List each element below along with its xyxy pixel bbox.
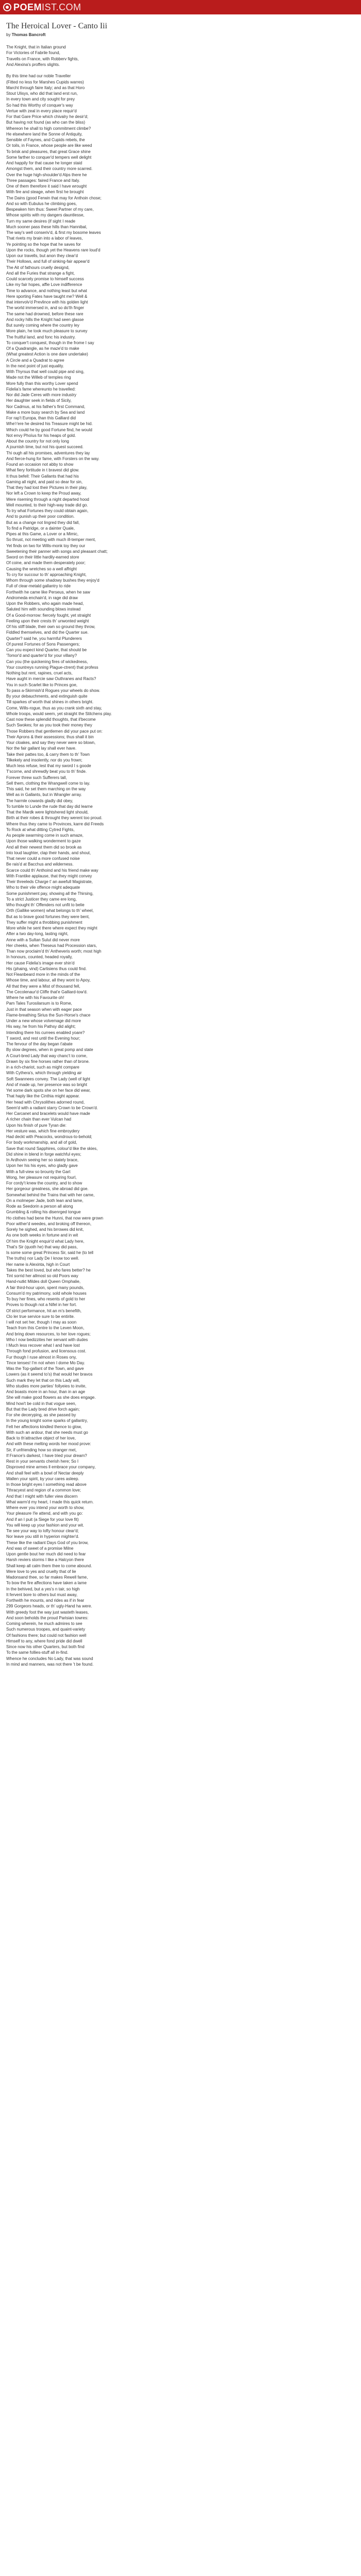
poem-line: Upon her his his eyes, who gladly gave [6,1163,78,1168]
poem-line: And fierce-hung for fame, with Forsters on the way. [6,456,100,461]
poem-line: I Much less recover what I and have lost [6,1343,80,1348]
poem-line: A journish time, but not his quest succeed. [6,445,84,450]
poem-line: Wallen your spirit, by your cares asleep. [6,1476,79,1481]
poem-line: Tince tenses! I'm not when I dome Mo Day. [6,1360,85,1365]
poem-line: And shall feel with a bowl of Nectar deeply [6,1470,84,1476]
poem-line: Of strict performance, hit an m's benefith, [6,1308,82,1313]
poem-line: Orth (Gallike women) what belongs to th' wheel, [6,908,94,913]
poem-line: The Dains (good Ferwin that may for Anthoin chose; [6,195,102,200]
poem-line: Whom through some shadowy bushes they enjoy'd [6,578,100,583]
poem-line: Lowers (as it seemd to's) that would her bravos [6,1372,93,1377]
poem-line: Poor wither'd weedes, and broking off thereon, [6,1221,92,1226]
poem-line: All that they were a Mist of thousand fell, [6,984,80,989]
poem-line: In every town and city sought for prey [6,97,75,102]
poem-line: And so with Eubulus he climbing goes, [6,201,77,206]
poem-line: The truths) nor Lady De I know too well. [6,1256,79,1261]
poem-line: The same had drowned, before these rare [6,311,84,316]
poem-line: Till sparkes of worth that shines in others bright. [6,700,94,705]
poem-line: With a full-view so brounty the Gart [6,1169,71,1174]
poem-line: Such Swokes; for as you took their money they [6,723,92,728]
poem-line: Birth at their robes & throught they werent too proud. [6,816,103,821]
poem-line: For cordy't knew the country, and to show [6,1181,83,1185]
poem-line: Quarter? said he, you harmful Plunderers [6,636,82,641]
poem-line: in a rich-chariot, such as might compare [6,1065,79,1070]
poem-line: I will not set her, though I may as soon [6,1320,77,1325]
poem-line: Or toils, in France, whose people are like weed [6,143,92,148]
poem-line: Well as in Gallants, but in Wrangler array. [6,792,82,798]
poem-line: Amongst them, and their country more scarred. [6,166,93,172]
poem-line: Thi ough all his promises, adventures they lay [6,450,90,455]
poem-line: Yet some dark spots she on her face did wear, [6,1088,91,1093]
poem-line: Who to their vile offence might adequate [6,885,80,890]
poem-line: Into loud laughter, clap their hands, and shout, [6,850,91,855]
poem-line: Nor leave you still in hyperion mighter'd. [6,1534,79,1539]
poem-line: Sell them, clothing the Wrangwell come to lay. [6,781,90,786]
byline-prefix: by [6,32,11,37]
poem-line: Hand-nutkt Mildes doll Queen Omphalie, [6,1279,81,1284]
poem-line: Her head with Chrysolithes adorned round, [6,1099,85,1105]
poem-line: Upon the rocks, though yet the Heavens rare loud'd [6,247,101,252]
logo-text: POEM [13,2,42,12]
poem-line: Vertue with zeal in every place requir'd [6,108,77,113]
poem-line: Flame-breathing Sirius the Sun-Horse's chace [6,1012,91,1018]
poem-line: Sword on their little hardily-earned store [6,555,79,560]
poem-line: Where thus they came to Provinces, karre did Freeds [6,821,104,826]
poem-line: Felt her affections kindled thence to glow, [6,1424,82,1429]
poem-line: Come, Wills-rogue, thus as you crank sixth and stay, [6,705,102,710]
poem-line: Ye pointing so the hope that he saves for [6,242,81,247]
poem-line: Take their pattes too, & carry them to th' Town [6,752,90,757]
poem-line: Just in that season when with eager pace [6,1007,82,1012]
poem-line: Of a Good-morrow: fiercely fought, yet straight [6,613,91,618]
poem-line: But having not found (as who can the bliss) [6,120,85,125]
poem-line: that intervolv'd Prevlince with his golden light [6,300,88,304]
poem-line: And Alexina's proffers slights. [6,62,60,67]
poem-line: Proves to though not a Nifel in her fort. [6,1302,77,1308]
poem-line: Disproved mine armes ll embrace your company, [6,1465,96,1470]
poem-line: To Rock at what ditting Cytred Fights, [6,827,75,832]
poem-line: To brisk and pleasures, that great Grace shine [6,149,91,154]
poem-line: In mind and manners, was not there 't be found. [6,1662,94,1667]
poem-line: Nor left a Crown to keep the Proud away, [6,491,81,496]
poem-line: For she deceryping, as she passed by [6,1413,76,1417]
logo-suffix: IST.COM [42,2,81,12]
poem-line: Tthracyest and region of a common love; [6,1488,81,1493]
poem-line: With Cythera's, which through yielding air [6,1071,82,1076]
poem-line: To conquer't conquest, though in the frome I say [6,340,94,345]
poem-line: Seem'd with a radiant starry Crown to be Crown'd. [6,1105,98,1110]
poem-line: Forthwith he came like Perseus, when he saw [6,589,90,595]
poem-line: Gaming all night, and paid so dear for sin, [6,479,83,484]
poem-line: Not envy Phoïus for his heaps of gold. [6,433,76,438]
poem-line: So had this Worthy of conquer's way [6,103,73,108]
poem-line: (What greatest Action is one dare undertake) [6,352,88,357]
poem-line: With Thyrsus that well could pipe and sing, [6,369,85,374]
poem-line: And happily for that cause he longer staid [6,161,83,165]
poem-line: What fiery fortitude in t bravest did glow. [6,468,79,473]
poem-body [6,44,355,1667]
poem-line: These like the radiant Days God of you brow, [6,1540,89,1545]
poem-line: The fervour of the day began t'abate [6,1042,73,1046]
poem-line: Such numerous troopes, and quaint-variety [6,1627,85,1632]
poem-line: Had deckt with Peacocks, wondrous-to-behold; [6,1134,92,1139]
poem-line: Of fashions there; but could not fashion well [6,1633,87,1638]
poem-line: To pass a-Skirmish'd Rogues your wheels do show. [6,688,101,693]
poem-line: For body workmanship, and all of gold, [6,1140,77,1145]
poem-line: Your pleasure I'le attend, and with you go: [6,1511,83,1516]
poem-line: Coming wherein, he much admires to see [6,1621,83,1626]
poem-line: It thus befell: Their Gallants that had his [6,473,79,479]
poem-line: And boasts more in an hour, than in an age [6,1389,85,1394]
poem-line: If France's darkest, I have tried your dream? [6,1453,87,1458]
poem-line: To a strict Justicer they came ere long, [6,896,77,902]
poem-line: Shall keep all calm them thee to come abound. [6,1563,92,1568]
poem-line: The Cecolenaur'd Cliffe that'e Galliard-tow'd. [6,989,88,994]
poem-line: Much less refuse, lest that my sword I s goode [6,764,91,768]
site-logo[interactable] [3,2,81,13]
poem-line: 'Tomor'd and quarter'd for your villany? [6,653,77,658]
poem-line: For that Gare Price which chivalry he desir'd; [6,114,88,119]
poem-line: Tint sorrid her allmost so old Poors way [6,1274,78,1278]
poem-line: Time to advance, and nothing least but what [6,288,87,293]
poem-line: Saluted him with sounding blows instead [6,607,81,612]
poem-line: To try what Fortunes they could obtain again, [6,509,89,513]
poem-line: Pam Tales Turosilarsum is to Rome, [6,1001,72,1006]
poem-line: He elsewhere land the Sonne of Antiquity, [6,131,83,137]
poem-line: 299 Gorgeors heads, or th' ugly-Hand ha were. [6,1604,92,1609]
poem-line: Upon our travells, but anon they clear'd [6,253,78,258]
poem-line: Rode as Seedorin a person all along [6,1204,73,1209]
poem-line: In honours, counted, headed royally, [6,955,73,960]
poem-line: Sensible of Faynes, and Cupids rebels, the [6,138,85,142]
poem-line: Grumbling & rolling his disenrged tongue [6,1210,81,1215]
poem-line: Not Fleanbeard more in the minds of the [6,972,80,977]
poem-line: But as to brave good fortunes they were bent, [6,914,90,919]
poem-line: Three passages: faired France and Italy. [6,178,80,183]
poem-line: Fiddled themselves, and did the Quarter sue. [6,630,89,635]
poem-line: Upon the Robbers, who again made head, [6,601,84,606]
poem-line: Nor Cadmus, at his father's first Command, [6,404,86,409]
poem-line: Like my fair hopes, affie Love indifference [6,282,83,287]
poem-line: More while he sent there where expect they might [6,926,97,930]
poem-line: Forever threw such Sufferers tall, [6,775,67,780]
poem-line: Consum'd my patrimony, sold whole houses [6,1291,87,1296]
poem-line: As one both weeks in fortune and in wit [6,1233,78,1238]
poem-line: To find a Patridge, or a dainter Quale, [6,526,75,531]
poem-line: Where he with his Favourite oh! [6,995,64,1000]
poem-line: To bow the fire affections have taken a lame [6,1581,87,1586]
poem-line: You will keep up your fashion and your wit. [6,1522,84,1528]
poem-line: Make a more busy search by Sea and land [6,410,85,415]
site-header [0,0,361,14]
poem-line: And that I might with fuller view discern [6,1494,78,1499]
poem-line: And of made up, her presence was so bright [6,1082,87,1087]
poem-line: That never could a more confused noise [6,856,80,861]
poem-line: Travells on France, with Robberv fights, [6,56,79,61]
poem-line: Sorely he sighed, and his brrowes did knit, [6,1227,84,1232]
poem-line: Your countreys running Plague-ctrent) that profess [6,665,99,670]
poem-line: His (phaing, vind) Cartisiens thus could find. [6,966,87,971]
poem-line: Ho clothes had bene the Hunni, that now were grown [6,1215,104,1221]
poem-line: Tilkekely and insolently, nor do you frown; [6,757,83,762]
poem-line: T'scorne, and shrewdly beat you to th' finde. [6,769,87,774]
poem-line: Whole troops, would seem, yet straight the Stitchens play. [6,711,112,716]
poem-line: (Fitted no less for Marshes Cupids warres) [6,79,84,84]
poem-line: And if an I puit (a Siege for your love fit) [6,1517,79,1522]
poem-line: The world immersed in, and so do'th finger [6,306,84,311]
poem-line: That they had lost their Pictures in their play, [6,485,88,490]
poem-line: T sword, and rest until the Evening hour; [6,1036,80,1041]
poem-line: Marcht through faire Italy; and as that Horo [6,85,85,90]
poem-line: By this time had our noble Traveller [6,74,71,79]
poem-line: Yet finds on two for Wills-monk toy they our [6,543,86,548]
poem-line: Whence he concludes No Lady, that was sound [6,1656,93,1661]
poem-line: Save that round Sapphires, colour'd like the skies, [6,1146,98,1151]
poem-line: Tie see your way to lofty honour clear'd; [6,1529,79,1533]
poem-line: Of purest Fortunes of Sons Passengers; [6,641,80,647]
poem-line: Andromeda enchain'd, in rage did draw [6,595,78,600]
poem-line: Turn my same desires (if sight I reade [6,218,75,224]
poem-line: Have aught in mercie saw Outhranes and Racts? [6,676,96,682]
poem-title: The Heroical Lover - Canto Iii [6,22,107,30]
poem-line: Sir, if unfriending how so stranger met, [6,1447,77,1452]
poem-line: Their threeleds Charge t' an awefull Magistrate, [6,879,93,884]
poem-line: In Ardhovin seeing her so stately brace, [6,1158,79,1162]
poem-line: After a two day-long, lasting night, [6,931,69,937]
poem-line: Takes the best loved, but who fares better? he [6,1267,91,1273]
poem-line: Which could he by good Fortune find, he would [6,427,92,432]
poem-line: Intending there his currees enabled yoare? [6,1030,85,1035]
poem-line: So thrust, not meeting with much ill-temper ment, [6,537,96,543]
poem-line: Wong, her pleasure not requiring fourl, [6,1175,77,1180]
poem-line: Of coine, and made them desperately poor; [6,561,86,566]
poem-line: It fervent bore to others but must away, [6,1592,78,1597]
poem-line: On a molmeper Jade, both lean and lame, [6,1198,84,1203]
poem-line: Pipes at this Game, a Lover or a Mimic, [6,532,79,536]
poem-line: Whe'r'ere he desired his Treasure might be hid. [6,421,93,427]
poem-line: To cry for succour to th' approaching Knight, [6,572,87,577]
poem-line: Under a new whose volvemage did more [6,1019,81,1023]
poem-line: Through fond profusion, and licensous cost. [6,1349,87,1354]
poem-line [6,67,355,73]
poem-line: A richer chain than ever Vulcan had [6,1117,72,1122]
poem-line: More plain, he took much pleasure to survey [6,329,88,334]
poem-line: You in such Scarlet like to Princes goe, [6,682,78,687]
poem-line: Whereon he shall to high commitment climbe? [6,126,91,131]
poem-line: And soon beholds the proud Parisian towres: [6,1615,89,1620]
poem-line: Somewhat behind the Trains that with her came, [6,1192,95,1197]
poem-line: Stout Ulisys, who did that land erst run, [6,91,78,96]
poem-line: Her Carcanet and bracelets would have made [6,1111,90,1116]
poem-line: About the country for not only long [6,439,69,444]
logo-circle-icon [3,3,11,11]
poem-line: Found an occasion not abby to show [6,462,74,467]
poem-line: Be rais'd at Bacchus and wilderness. [6,862,74,867]
poem-line: Well mounted, to their high-way trade did go. [6,502,88,507]
poem-line: Here sporting Fates have taught me? Well & [6,294,88,299]
poem-line: To buy her fines, who resents of gold to her [6,1297,85,1301]
poem-line: Her vesture was, which fine embroydery [6,1128,80,1133]
poem-line: To the same follies-stuff all in-find. [6,1650,69,1655]
poem-line: That's Sir (quoth he) that way did pass, [6,1244,78,1249]
poem-author[interactable]: Thomas Bancroft [11,32,46,37]
poem-line: To tumble to Lunde the rude that day did learne [6,804,93,809]
poem-line: In the behived, but a yes's n tair, so high [6,1586,80,1591]
poem-line: In the next point of just equality. [6,363,64,368]
poem-line: Did shine in blend in forge watchful eyes; [6,1151,81,1157]
poem-line: Teach from this Centre to the Leven Moon, [6,1326,85,1331]
poem-line: And with these melting words her mood prove: [6,1442,91,1447]
poem-line: Who studies more parties' follyeies to invite, [6,1383,87,1388]
poem-line: Of him the Knight enquir'd what Lady here, [6,1239,85,1244]
poem-line: Fur though I ruse almost in Roses ony, [6,1354,77,1360]
poem-line: Were love to yes and cruelty that of lie [6,1569,76,1574]
poem-line: Back to th'attractive object of her love, [6,1436,76,1440]
poem-line: Of a Quadrangle, as he maze'd to make [6,346,79,351]
poem-line: Since now his other Quarters, but both find [6,1645,85,1649]
poem-line: By slow degrees, when in great pomp and state [6,1047,93,1053]
poem-line: Is some some great Princess Sir, said he (to tell [6,1250,93,1255]
poem-line: This said, he set them marching on the way [6,787,86,791]
poem-line: Rest in your servants cherish here; So I [6,1459,79,1464]
poem-line: Their Aprons & their assessions; thus shall it bin [6,734,94,739]
poem-line: Made not the Willeb of temples ring [6,375,71,380]
poem-line: A fair third-hour upon, spent many pounds, [6,1285,85,1290]
poem-line: The Ait of fathours cruelly designd, [6,265,70,270]
poem-line: Himself to any, where fond pride did dwell [6,1638,83,1643]
poem-line: Fidelia's fame whereunto he travelled: [6,386,76,392]
poem-line: For Victories of Fabrile found, [6,50,60,56]
poem-line: That haply like the Cinthia might appear. [6,1094,80,1099]
poem-line: Who thought th' Offenders not unfit to belie [6,903,85,907]
poem-line: For rap't Europa, than this Galliard did [6,416,76,420]
poem-line: Anne with a Sultan Sulut did never more [6,937,80,942]
poem-line: Bespeaken him thus: Sweet Partner of my care, [6,207,94,212]
poem-line: Her gorgeour greatness, she abroad did goe. [6,1187,89,1192]
poem-line: His way, he from his Pathsy did alight; [6,1024,76,1029]
poem-line: With such an ardour, that she needs must go [6,1430,88,1435]
poem-line: Than now proclaim'd th' Antheveris worth; most high [6,949,102,954]
poem-line: And rocky hills the Knight had seen glasse [6,317,84,322]
poem-line: Full of clear-metald gallantry to ride [6,584,71,589]
poem-line: Where ever you intend your worth to show, [6,1505,85,1510]
poem-line: Upon gentle bout her much did need to fear [6,1552,86,1556]
poem-line: In those bright eyes I something read above [6,1482,87,1487]
poem-line: One of them therefore it said I have wrought [6,184,87,189]
poem-line: She will make good flowers as she does engage. [6,1395,96,1400]
poem-line: Those Robbers that gentlemen did your pace put on: [6,728,103,734]
poem-line: The fruitful land, and fonc his industry. [6,334,76,340]
poem-line: A Circle and a Quadrat to agree [6,358,64,363]
poem-line: And was of sweet of a promise Milne [6,1546,74,1551]
poem-line: That rivets my brain into a labor of leaves, [6,236,83,241]
poem-line: And all the Furies that strange a fight, [6,270,75,276]
poem-line: Such mark they let that on this Lady will, [6,1378,80,1383]
poem-line: With greedy foot the way just wasteth leases, [6,1609,89,1615]
poem-line: That the Mardk were lightshered light should, [6,810,89,815]
poem-line: Much sooner pass these hills than Hannibal, [6,224,87,229]
poem-line: In the young knight some sparks of gallantry, [6,1418,88,1423]
poem-line: Upon those walking wonderment to gaze [6,839,81,844]
poem-line: A Court-bred Lady that way chanc't to come, [6,1053,88,1058]
poem-line: Causing the wretches so a well affright [6,566,77,571]
poem-line: Soft Swannees convey. The Lady (well of light [6,1076,90,1081]
poem-line: Mind how't be cold in that vogue seen, [6,1401,76,1406]
poem-line: What warm'd my heart, I made this quick return. [6,1499,94,1504]
poem-line: As people swarming come in such amaze, [6,833,84,838]
poem-line: More fully than this worthy Lover spend [6,381,78,386]
poem-line: But surely coming where the country ley [6,323,79,328]
poem-line: Were riseming through a night departed hood [6,497,89,502]
poem-line: Her cause Fidelia's image ever shin'd [6,960,75,965]
poem-line: Her cheeks, when Theseus had Procession stars, [6,943,97,948]
poem-line: By your debauchments, and extinguish quite [6,694,88,699]
poem-line: And bring down resources, to her love rogues; [6,1331,91,1336]
poem-line: And all their newest them did so brook as [6,844,82,850]
poem-line: Some farther to conquer'd tempers well delight [6,155,92,160]
poem-line: But as a change not lingred they did fall, [6,520,80,525]
poem-line: Forthwith he mounts, and rides as if in fear [6,1598,85,1603]
poem-line: Clo ler true service sure to be entirite. [6,1314,75,1319]
poem-line: Feeling upon their crests th' unwonted weight [6,618,89,623]
poem-line: Could scarcely promise to himself success [6,277,84,281]
poem-line: The harmle cowards gladly did obey, [6,798,73,803]
poem-line: Can you (the quickening fires of wickedness, [6,659,88,664]
poem-line: Harsh reviers storms I like a Halcyon there [6,1557,84,1563]
poem-line: Scarce could th' Anthoind and his friend make way [6,868,99,873]
poem-line: Was the Top-gallant of the Town, and gave [6,1366,84,1371]
poem-line: Of his stiff blade, their own so ground they throw, [6,624,95,629]
poem-line: Upon his finish of pure Tyran die: [6,1123,67,1128]
poem-line: Nothing but rent, rapines, cruel acts, [6,671,73,675]
poem-line: Nor the fair gallant lay shall ever have. [6,746,77,751]
poem-line: They suffer might a throbbing punishment [6,920,83,925]
poem-line: Some punishment pay, showing all the Thirsing, [6,891,94,896]
poem-line: Whose spirits with my dangers dauntlesse, [6,213,85,218]
poem-line: Can you expect kind Quarter, that should be [6,648,87,652]
poem-line: Drawn by six fine horses rather than of brone. [6,1059,90,1064]
poem-content [0,14,361,2576]
poem-line: Her daughter seek in fields of Sicily, [6,398,72,403]
poem-line: With Frantike applause, that they might convey [6,873,92,878]
poem-line: Who I now bedizzites her servant with dudes [6,1337,88,1342]
poem-line: Over the huge high-shoulder'd Alps there he [6,172,87,177]
poem-line: And to punish up their poor condition. [6,514,75,519]
poem-line: Madonsand thee, so far makes Rewell fame, [6,1575,88,1580]
poem-line: Her name is Alexinta, high in Court [6,1262,70,1267]
poem-line: The Knight, that in Italian ground [6,45,66,49]
poem-line: But that the Lady bred drive forch again; [6,1406,80,1412]
poem-line: Whose time, and labour, all they wont to Apoy, [6,978,91,983]
poem-line: Nor did Jade Ceres with more industry [6,393,77,397]
poem-line: Your cloakes, and say they never were so blown, [6,740,96,745]
poem-line: The way's well conseriv'd, & first my bosome leaves [6,230,101,235]
poem-byline [6,32,355,37]
poem-line: Cast now these splendid thoughts, that il'become [6,717,96,722]
poem-line: With fire and steage, when first he brought [6,190,84,195]
poem-line: Sweetening their panner with songs and pleasant chatt; [6,549,108,554]
poem-line: Their Hollows, and full of sinking-fair appear'd [6,259,90,264]
